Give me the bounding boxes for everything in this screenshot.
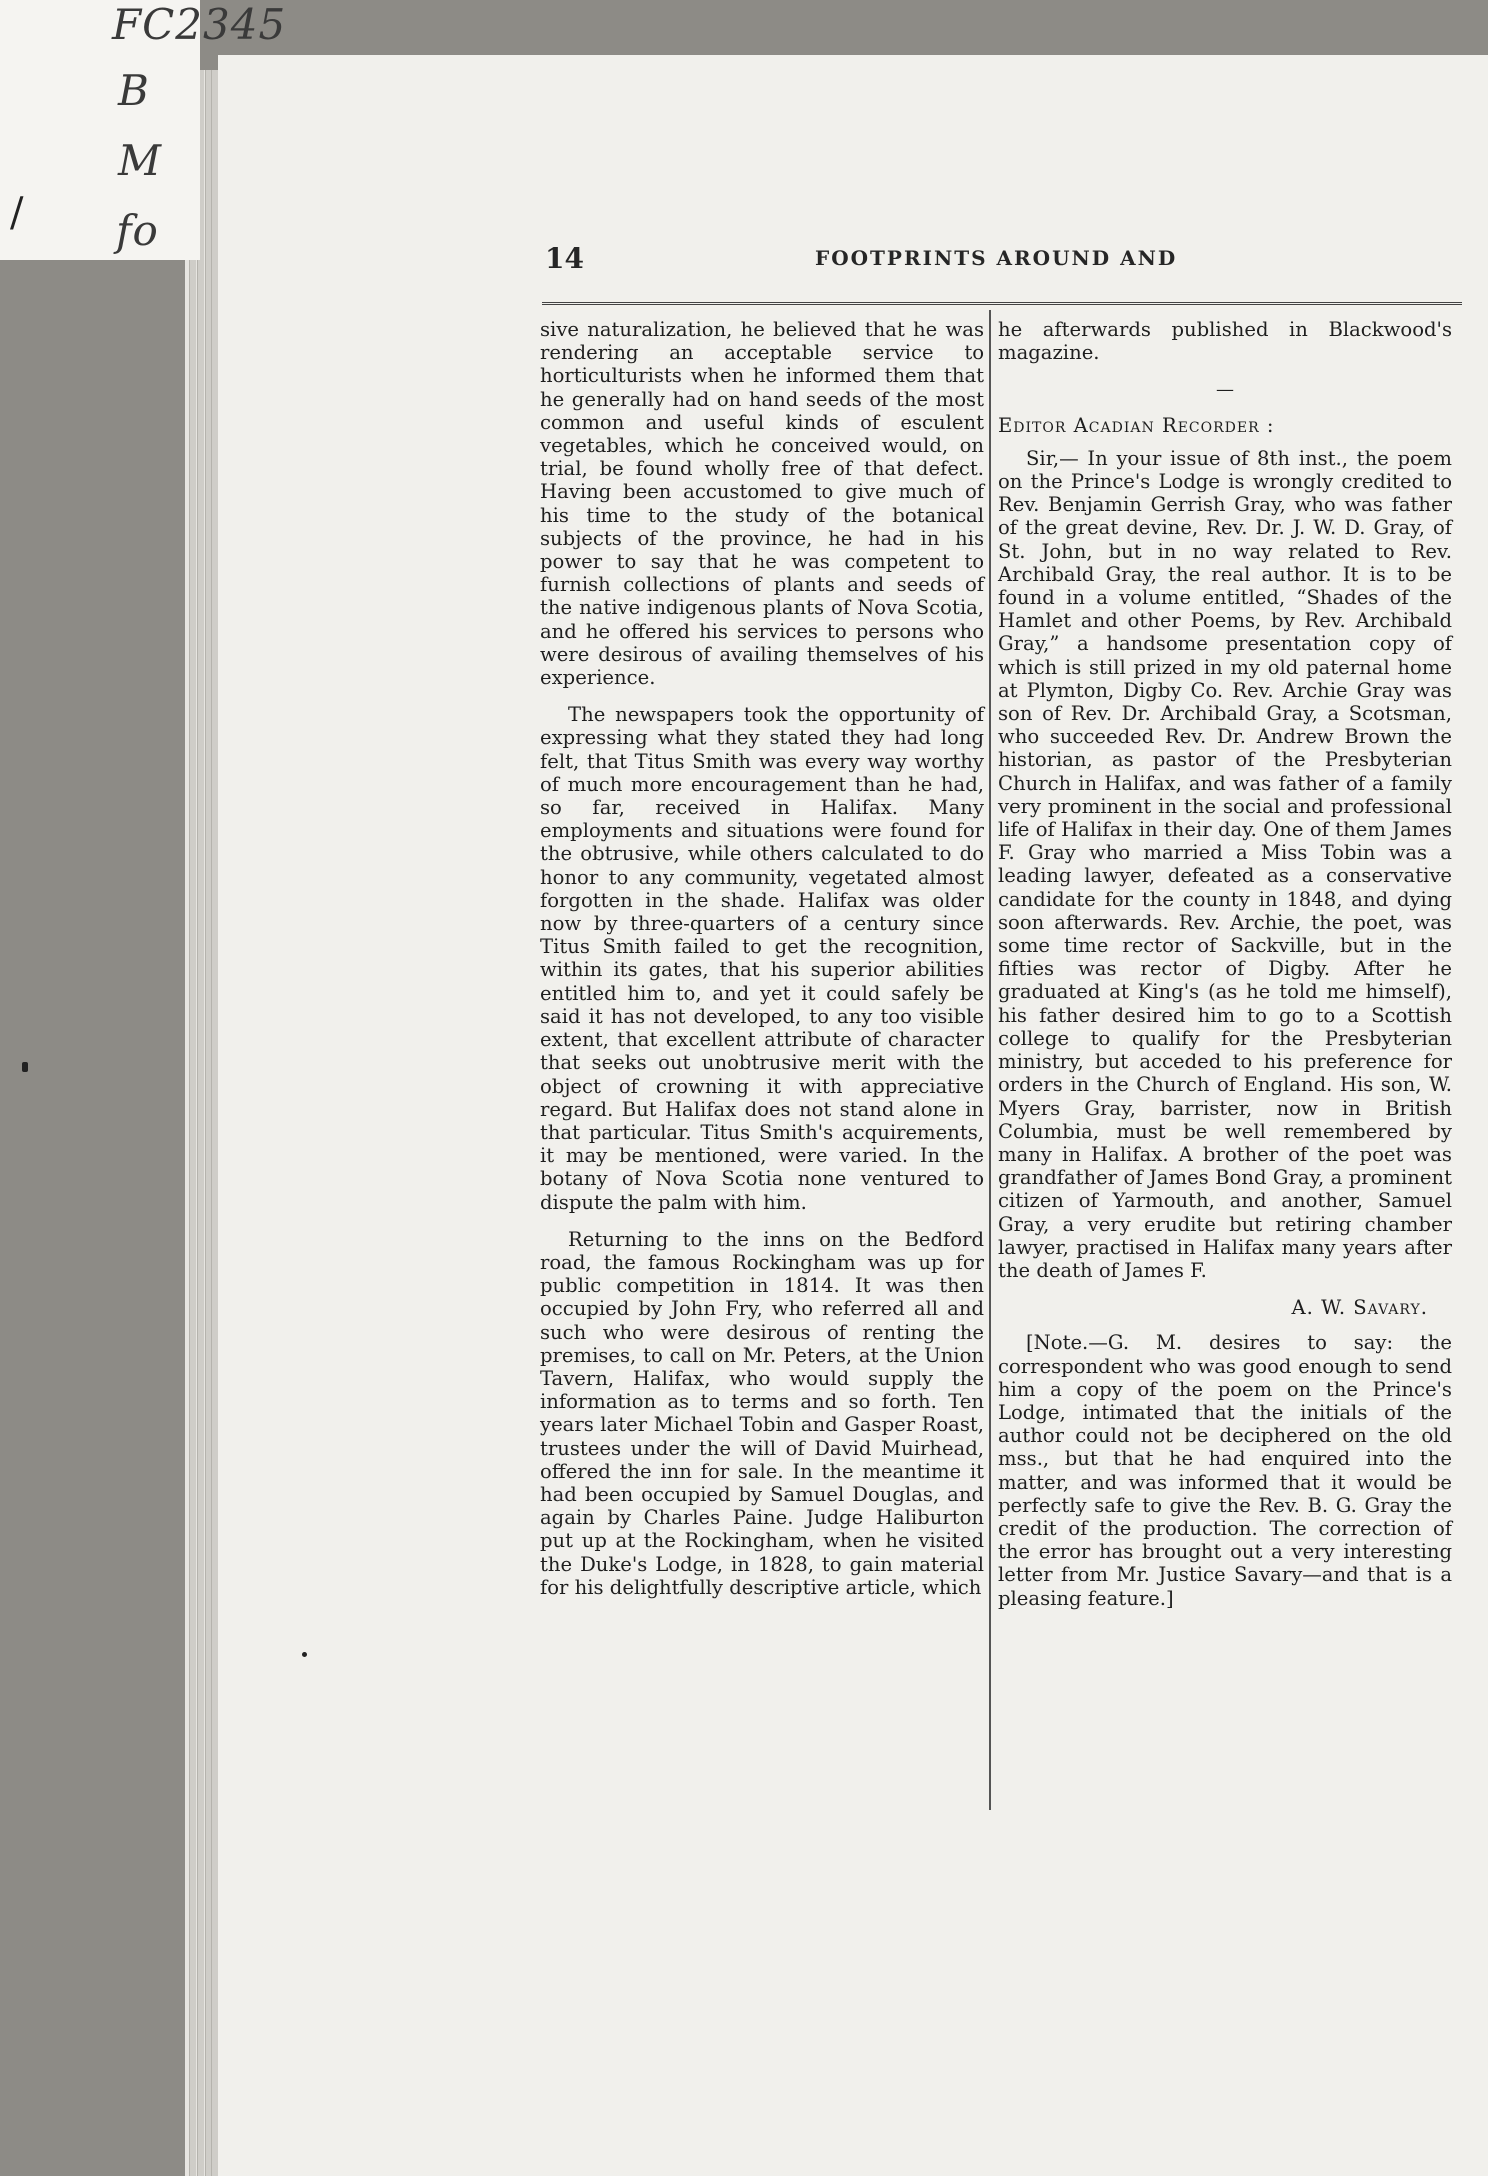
editor-note: [Note.—G. M. desires to say: the correspondent who was good enough to send him a copy of the poem on the Prince's Lodge, intimated that the initials of the author could not be deciphered on the old mss., but that he had enquired into the matter, and was informed that it would be perfectly safe to give the Rev. B. G. Gray the credit of the production. The correction of the error has brought out a very interesting letter from Mr. Justice Savary—and that is a pleasing feature.] [998, 1331, 1452, 1610]
paragraph: sive naturalization, he believed that he was rendering an acceptable service to horticulturists when he informed them that he generally had on hand seeds of the most common and useful kinds of esculent vegetables, which he conceived would, on trial, be found wholly free of that defect. Having been accustomed to give much of his time to the study of the botanical subjects of the province, he had in his power to say that he was competent to furnish collections of plants and seeds of the native indigenous plants of Nova Scotia, and he offered his services to persons who were desirous of availing themselves of his experience. [540, 318, 984, 690]
speck [22, 1062, 28, 1072]
page-edge [197, 70, 204, 2176]
section-dash: — [1216, 379, 1234, 401]
paragraph: The newspapers took the opportunity of expressing what they stated they had long felt, that Titus Smith was every way worthy of much more encouragement than he had, so far, received in Halifax. Many employments and situations were found for the obtrusive, while others calculated to do honor to any community, vegetated almost forgotten in the shade. Halifax was older now by three-quarters of a century since Titus Smith failed to get the recognition, within its gates, that his superior abilities entitled him to, and yet it could safely be said it has not developed, to any too visible extent, that excellent attribute of character that seeks out unobtrusive merit with the object of crowning it with appreciative regard. But Halifax does not stand alone in that particular. Titus Smith's acquirements, it may be mentioned, were varied. In the botany of Nova Scotia none ventured to dispute the palm with him. [540, 703, 984, 1214]
letter-body: Sir,— In your issue of 8th inst., the poem on the Prince's Lodge is wrongly credited to Rev. Benjamin Gerrish Gray, who was father of the great devine, Rev. Dr. J. W. D. Gray, of St. John, but in no way related to Rev. Archibald Gray, the real author. It is to be found in a volume entitled, “Shades of the Hamlet and other Poems, by Rev. Archibald Gray,” a handsome presentation copy of which is still prized in my old paternal home at Plymton, Digby Co. Rev. Archie Gray was son of Rev. Dr. Archibald Gray, a Scotsman, who succeeded Rev. Dr. Andrew Brown the historian, as pastor of the Presbyterian Church in Halifax, and was father of a family very prominent in the social and professional life of Halifax in their day. One of them James F. Gray who married a Miss Tobin was a leading lawyer, defeated as a conservative candidate for the county in 1848, and dying soon afterwards. Rev. Archie, the poet, was some time rector of Sackville, but in the fifties was rector of Digby. After he graduated at King's (as he told me himself), his father desired him to go to a Scottish college to qualify for the Presbyterian ministry, but acceded to his preference for orders in the Church of England. His son, W. Myers Gray, barrister, now in British Columbia, must be well remembered by many in Halifax. A brother of the poet was grandfather of James Bond Gray, a prominent citizen of Yarmouth, and another, Samuel Gray, a very erudite but retiring chamber lawyer, practised in Halifax many years after the death of James F. [998, 446, 1452, 1282]
page-edge [211, 70, 218, 2176]
header-rule [542, 302, 1462, 305]
paragraph: Returning to the inns on the Bedford road, the famous Rockingham was up for public competition in 1814. It was then occupied by John Fry, who referred all and such who were desirous of renting the premises, to call on Mr. Peters, at the Union Tavern, Halifax, who would supply the information as to terms and so forth. Ten years later Michael Tobin and Gasper Roast, trustees under the will of David Muirhead, offered the inn for sale. In the meantime it had been occupied by Samuel Douglas, and again by Charles Paine. Judge Haliburton put up at the Rockingham, when he visited the Duke's Lodge, in 1828, to gain material for his delightfully descriptive article, which [540, 1227, 984, 1599]
page-edge [189, 70, 196, 2176]
letter-address: Editor Acadian Recorder : [998, 413, 1275, 437]
handwritten-line: FC2345 [112, 0, 287, 49]
page-number: 14 [545, 242, 584, 275]
running-head [545, 242, 1465, 278]
margin-tick-mark: / [10, 190, 24, 236]
right-column [998, 318, 1452, 1624]
speck [302, 1652, 307, 1657]
letter-signature: A. W. Savary. [1291, 1296, 1428, 1320]
column-divider [989, 310, 991, 1810]
running-title: FOOTPRINTS AROUND AND [815, 246, 1178, 270]
paragraph: he afterwards published in Blackwood's magazine. [998, 318, 1452, 365]
handwritten-line: B [118, 66, 150, 115]
left-column [540, 318, 984, 1613]
handwritten-line: M [118, 136, 163, 185]
handwritten-line: fo [116, 206, 159, 255]
handwritten-call-number [0, 0, 287, 260]
